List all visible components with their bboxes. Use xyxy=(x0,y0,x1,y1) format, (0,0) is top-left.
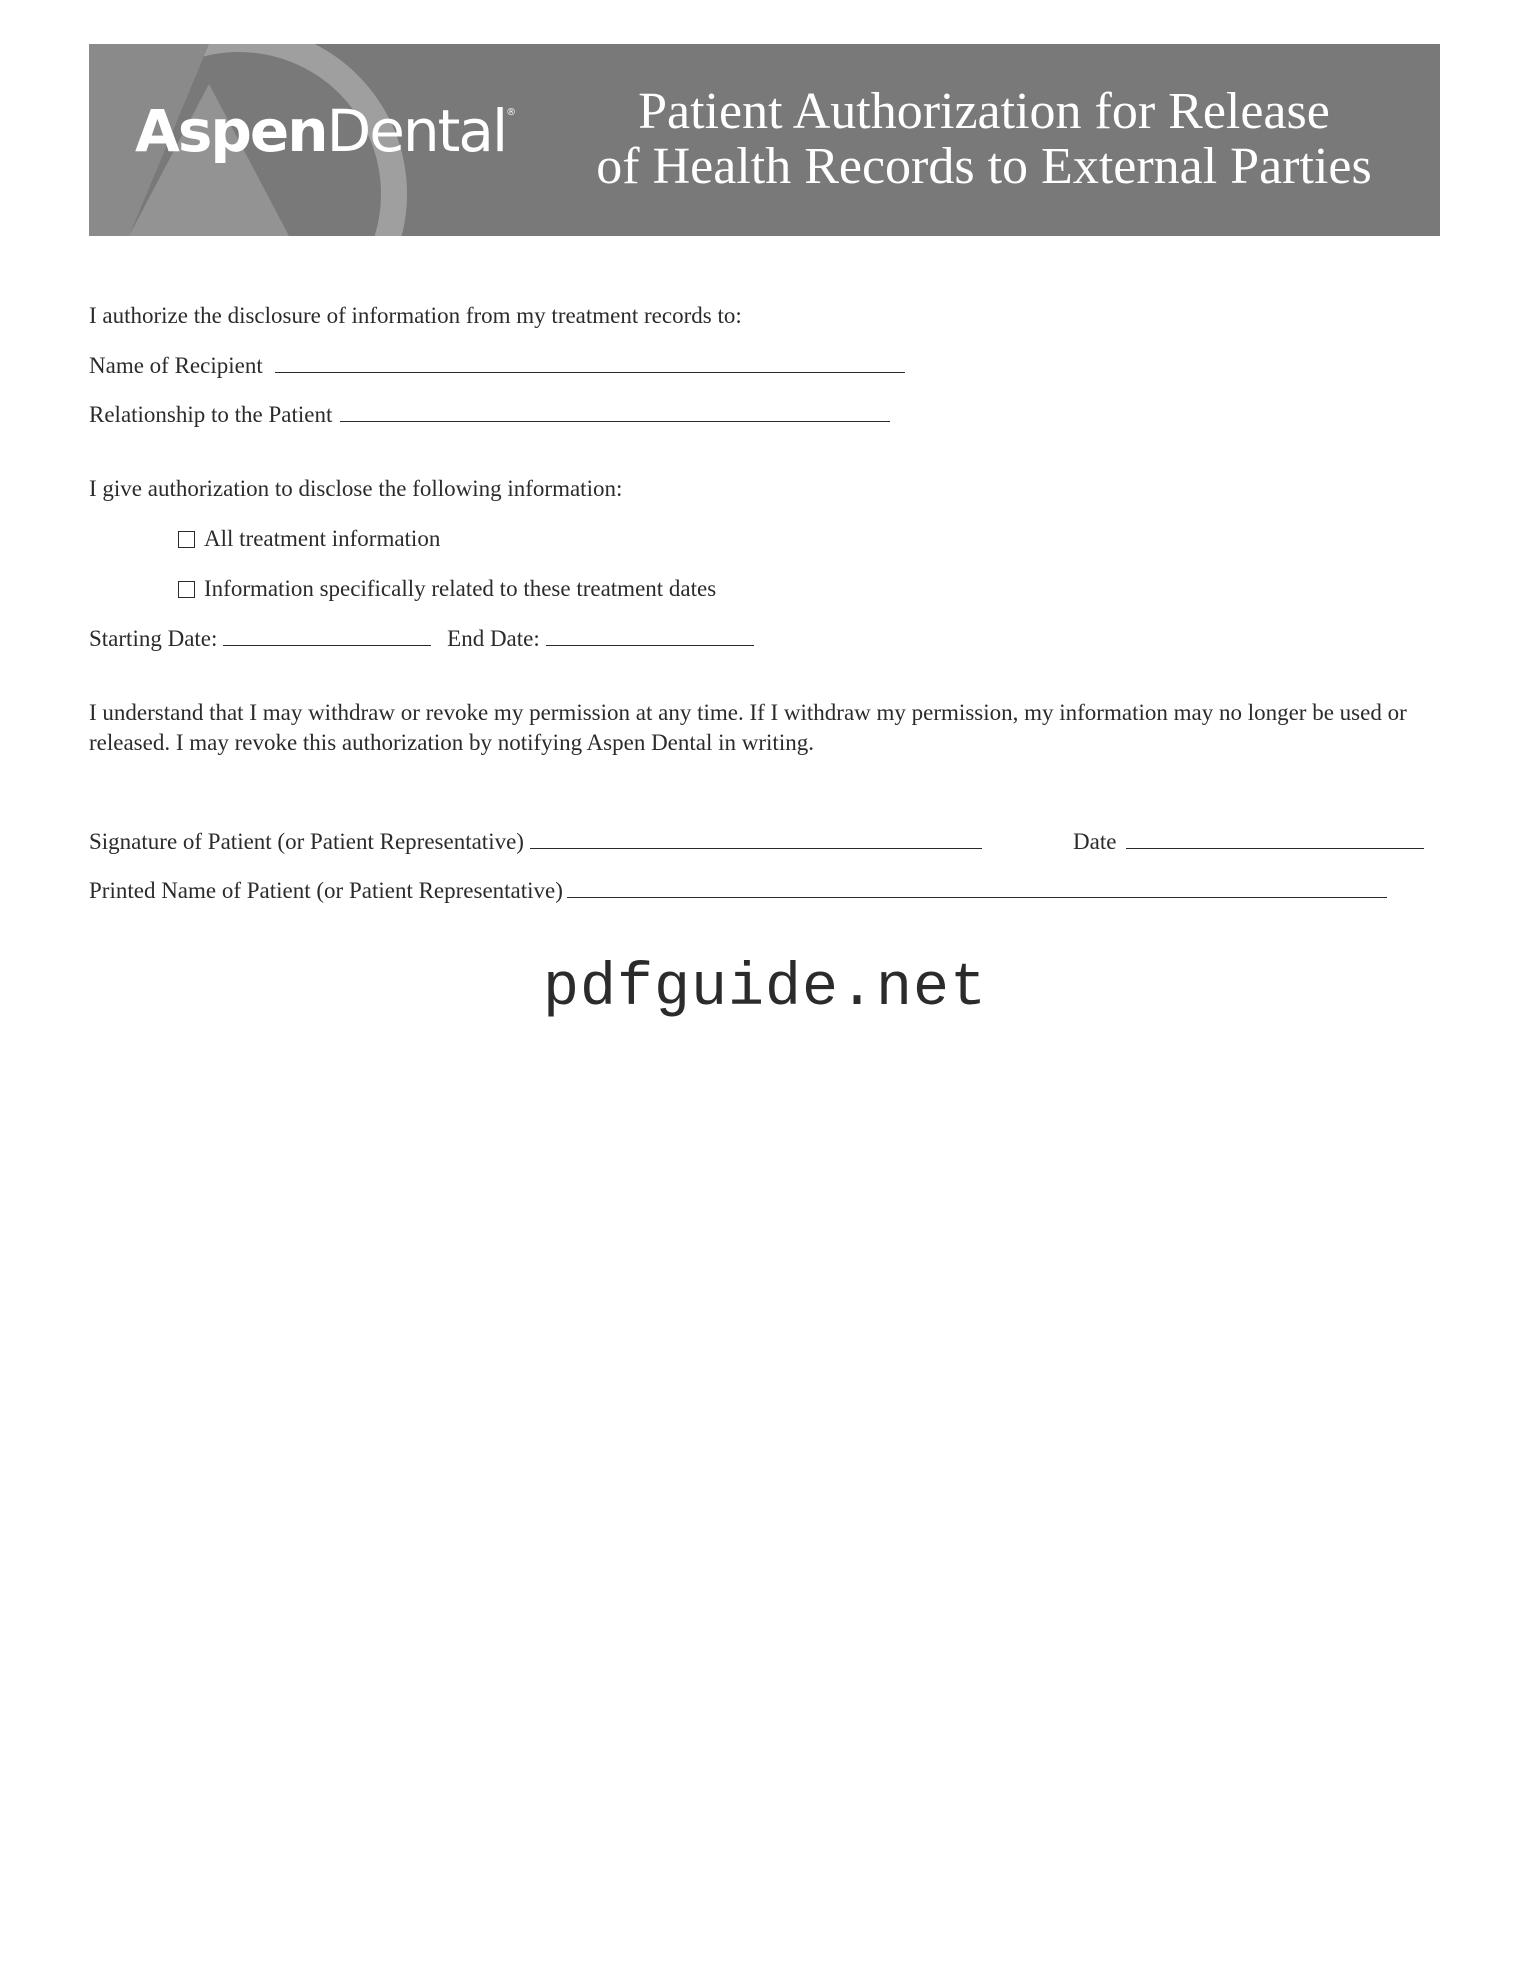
title-line-1: Patient Authorization for Release xyxy=(638,83,1330,140)
printed-name-label: Printed Name of Patient (or Patient Representative) xyxy=(89,878,563,903)
watermark-text: pdfguide.net xyxy=(542,955,988,1023)
start-date-label: Starting Date: xyxy=(89,626,218,651)
signature-field[interactable] xyxy=(530,830,982,849)
revoke-paragraph: I understand that I may withdraw or revoke my permission at any time. If I withdraw my permission, my information may no longer be used or released. I may revoke this authorization by notifying Aspen Dental in writing. xyxy=(89,700,1407,755)
form-title xyxy=(559,84,1409,194)
signature-date-field[interactable] xyxy=(1126,830,1424,849)
start-date-field[interactable] xyxy=(223,627,431,646)
relationship-label: Relationship to the Patient xyxy=(89,402,333,427)
date-label: Date xyxy=(1073,829,1117,854)
relationship-field[interactable] xyxy=(340,403,890,422)
aspen-dental-logo: AspenDental® xyxy=(135,97,517,165)
printed-name-field[interactable] xyxy=(567,879,1387,898)
option-all-row xyxy=(178,525,440,553)
recipient-label: Name of Recipient xyxy=(89,353,263,378)
title-line-2: of Health Records to External Parties xyxy=(596,138,1372,195)
specific-dates-checkbox[interactable] xyxy=(178,581,195,598)
date-row xyxy=(1073,828,1424,856)
option-specific-row xyxy=(178,575,716,603)
relationship-row xyxy=(89,401,890,429)
intro-text: I authorize the disclosure of information from my treatment records to: xyxy=(89,303,742,328)
signature-row xyxy=(89,828,982,856)
printed-name-row xyxy=(89,877,1387,905)
option-specific-label: Information specifically related to these treatment dates xyxy=(204,576,717,601)
dates-row xyxy=(89,625,754,653)
recipient-name-field[interactable] xyxy=(275,354,905,373)
all-treatment-checkbox[interactable] xyxy=(178,531,195,548)
signature-label: Signature of Patient (or Patient Representative) xyxy=(89,829,524,854)
recipient-row xyxy=(89,352,905,380)
disclose-intro-text: I give authorization to disclose the following information: xyxy=(89,476,623,501)
end-date-field[interactable] xyxy=(546,627,754,646)
option-all-label: All treatment information xyxy=(204,526,441,551)
end-date-label: End Date: xyxy=(447,626,540,651)
form-header xyxy=(89,44,1440,236)
